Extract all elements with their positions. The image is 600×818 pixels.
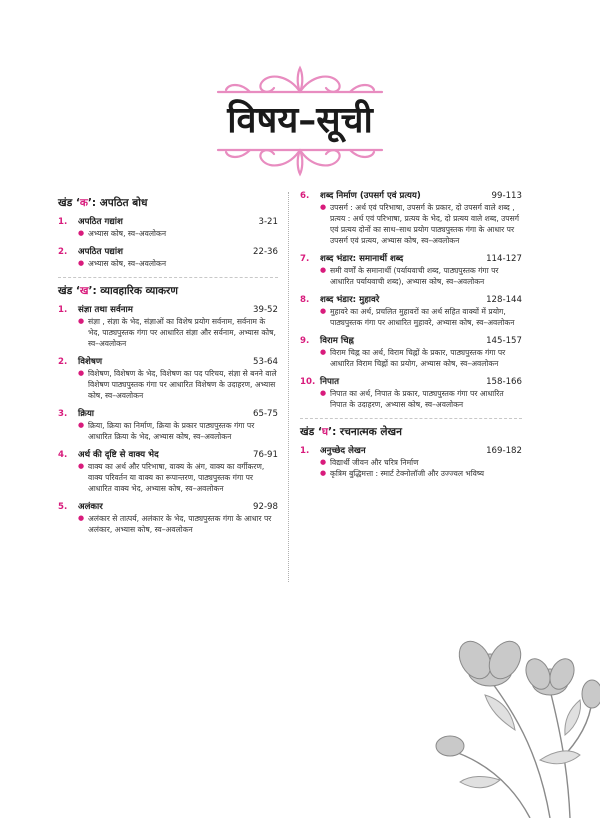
bullet-icon: ● — [320, 458, 327, 466]
entry-detail: विशेषण, विशेषण के भेद, विशेषण का पद परिचय, संज्ञा से बनने वाले विशेषण पाठ्यपुस्तक गंगा पर आधारित विशेषण के उदाहरण, अभ्यास कोष, स्व–अवलोकन — [88, 369, 277, 400]
entry-number: 1. — [300, 446, 310, 456]
page-title: विषय–सूची — [227, 99, 373, 141]
entry-pages: 169-182 — [486, 446, 522, 456]
entry-title: निपात — [320, 377, 340, 387]
entry-pages: 3-21 — [258, 217, 278, 227]
entry-number: 7. — [300, 254, 310, 264]
entry-pages: 145-157 — [486, 336, 522, 346]
section-key: क — [79, 197, 88, 209]
bullet-icon: ● — [78, 462, 85, 470]
entry-title: विराम चिह्न — [320, 336, 354, 346]
bullet-icon: ● — [320, 348, 327, 356]
bullet-icon: ● — [78, 317, 85, 325]
flower-illustration — [430, 560, 600, 818]
entry-title: संज्ञा तथा सर्वनाम — [78, 305, 133, 315]
section-divider — [58, 277, 278, 278]
toc-entry — [300, 376, 522, 410]
entry-title: शब्द निर्माण (उपसर्ग एवं प्रत्यय) — [320, 191, 421, 201]
section-key: ख — [79, 285, 89, 297]
entry-detail: निपात का अर्थ, निपात के प्रकार, पाठ्यपुस्तक गंगा पर आधारित निपात के उदाहरण, अभ्यास कोष, स्व–अवलोकन — [330, 389, 504, 409]
entry-detail: विराम चिह्न का अर्थ, विराम चिह्नों के प्रकार, पाठ्यपुस्तक गंगा पर आधारित विराम चिह्नों का प्रयोग, अभ्यास कोष, स्व–अवलोकन — [330, 348, 506, 368]
entry-detail: संज्ञा , संज्ञा के भेद, संज्ञाओं का विशेष प्रयोग सर्वनाम, सर्वनाम के भेद, पाठ्यपुस्तक गंगा पर आधारित संज्ञा और सर्वनाम, अभ्यास कोष, स्व–अवलोकन — [88, 317, 276, 348]
section-k — [58, 196, 278, 269]
entry-detail: मुहावरे का अर्थ, प्रचलित मुहावरों का अर्थ सहित वाक्यों में प्रयोग, पाठ्यपुस्तक गंगा पर आधारित मुहावरे, अभ्यास कोष, स्व–अवलोकन — [330, 307, 515, 327]
entry-pages: 128-144 — [486, 295, 522, 305]
bullet-icon: ● — [320, 389, 327, 397]
toc-entry — [58, 216, 278, 239]
bullet-icon: ● — [78, 259, 85, 267]
entry-pages: 53-64 — [253, 357, 278, 367]
column-divider — [288, 192, 289, 582]
entry-pages: 76-91 — [253, 450, 278, 460]
entry-detail: अलंकार से तात्पर्य, अलंकार के भेद, पाठ्यपुस्तक गंगा के आधार पर अलंकार, अभ्यास कोष, स्व–अवलोकन — [88, 514, 272, 534]
section-label-prefix: खंड ‘ — [58, 285, 80, 297]
toc-entry — [300, 335, 522, 369]
entry-detail: उपसर्ग : अर्थ एवं परिभाषा, उपसर्ग के प्रकार, दो उपसर्ग वाले शब्द , प्रत्यय : अर्थ एवं परिभाषा, प्रत्यय के भेद, दो प्रत्यय वाले शब्द, उपसर्ग एवं प्रत्यय दोनों का साथ–साथ प्रयोग पाठ्यपुस्तक गंगा के आधार पर उपसर्ग एवं प्रत्यय, अभ्यास कोष, स्व–अवलोकन — [330, 203, 520, 245]
title-ornament-bottom — [210, 140, 390, 180]
entry-pages: 22-36 — [253, 247, 278, 257]
bullet-icon: ● — [320, 307, 327, 315]
bullet-icon: ● — [320, 469, 327, 477]
section-heading — [58, 284, 278, 298]
entry-number: 4. — [58, 450, 68, 460]
entry-detail: अभ्यास कोष, स्व–अवलोकन — [88, 229, 167, 238]
entry-title: शब्द भंडार: मुहावरे — [320, 295, 380, 305]
entry-number: 10. — [300, 377, 316, 387]
entry-pages: 99-113 — [491, 191, 522, 201]
entry-title: क्रिया — [78, 409, 95, 419]
toc-entry — [58, 246, 278, 269]
toc-entry — [300, 190, 522, 246]
entry-number: 2. — [58, 357, 68, 367]
entry-pages: 39-52 — [253, 305, 278, 315]
bullet-icon: ● — [320, 266, 327, 274]
entry-number: 6. — [300, 191, 310, 201]
entry-title: अर्थ की दृष्टि से वाक्य भेद — [78, 450, 159, 460]
section-gh — [300, 425, 522, 479]
bullet-icon: ● — [320, 203, 327, 211]
entry-number: 8. — [300, 295, 310, 305]
entry-detail: समी वर्णों के समानार्थी (पर्यायवाची शब्द, पाठ्यपुस्तक गंगा पर आधारित पर्यायवाची शब्द), अभ्यास कोष, स्व–अवलोकन — [330, 266, 499, 286]
section-label-suffix: ’: रचनात्मक लेखन — [328, 426, 402, 438]
toc-entry — [58, 304, 278, 349]
entry-title: अलंकार — [78, 502, 103, 512]
entry-detail: कृत्रिम बुद्धिमत्ता : स्मार्ट टेक्नोलॉजी और उज्ज्वल भविष्य — [330, 469, 485, 478]
toc-entry — [58, 449, 278, 494]
section-label-prefix: खंड ‘ — [300, 426, 322, 438]
toc-entry — [58, 408, 278, 442]
toc-left-column — [58, 190, 278, 542]
section-heading — [58, 196, 278, 210]
entry-detail: विद्यार्थी जीवन और चरित्र निर्माण — [330, 458, 419, 467]
entry-number: 1. — [58, 217, 68, 227]
entry-pages: 158-166 — [486, 377, 522, 387]
toc-entry — [300, 445, 522, 479]
entry-number: 2. — [58, 247, 68, 257]
entry-pages: 114-127 — [486, 254, 522, 264]
entry-number: 9. — [300, 336, 310, 346]
entry-pages: 65-75 — [253, 409, 278, 419]
entry-title: विशेषण — [78, 357, 103, 367]
entry-detail: क्रिया, क्रिया का निर्माण, क्रिया के प्रकार पाठ्यपुस्तक गंगा पर आधारित क्रिया के भेद, अभ्यास कोष, स्व–अवलोकन — [88, 421, 255, 441]
entry-title: अपठित पद्यांश — [78, 247, 123, 257]
toc-entry — [300, 253, 522, 287]
entry-title: अनुच्छेद लेखन — [320, 446, 366, 456]
section-label-suffix: ’: व्यावहारिक व्याकरण — [88, 285, 178, 297]
bullet-icon: ● — [78, 229, 85, 237]
section-label-prefix: खंड ‘ — [58, 197, 80, 209]
entry-detail: वाक्य का अर्थ और परिभाषा, वाक्य के अंग, वाक्य का वर्गीकरण, वाक्य परिवर्तन या वाक्य का रूपान्तरण, पाठ्यपुस्तक गंगा पर आधारित वाक्य भेद, अभ्यास कोष, स्व–अवलोकन — [88, 462, 265, 493]
entry-title: शब्द भंडार: समानार्थी शब्द — [320, 254, 404, 264]
section-divider — [300, 418, 522, 419]
bullet-icon: ● — [78, 514, 85, 522]
entry-number: 5. — [58, 502, 68, 512]
toc-entry — [300, 294, 522, 328]
entry-number: 1. — [58, 305, 68, 315]
section-label-suffix: ’: अपठित बोध — [87, 197, 148, 209]
bullet-icon: ● — [78, 369, 85, 377]
entry-title: अपठित गद्यांश — [78, 217, 123, 227]
entry-detail: अभ्यास कोष, स्व–अवलोकन — [88, 259, 167, 268]
section-key: घ — [321, 426, 329, 438]
bullet-icon: ● — [78, 421, 85, 429]
toc-entry — [58, 501, 278, 535]
entry-pages: 92-98 — [253, 502, 278, 512]
section-kh — [58, 284, 278, 535]
entry-number: 3. — [58, 409, 68, 419]
toc-right-column — [300, 190, 522, 486]
section-heading — [300, 425, 522, 439]
toc-entry — [58, 356, 278, 401]
